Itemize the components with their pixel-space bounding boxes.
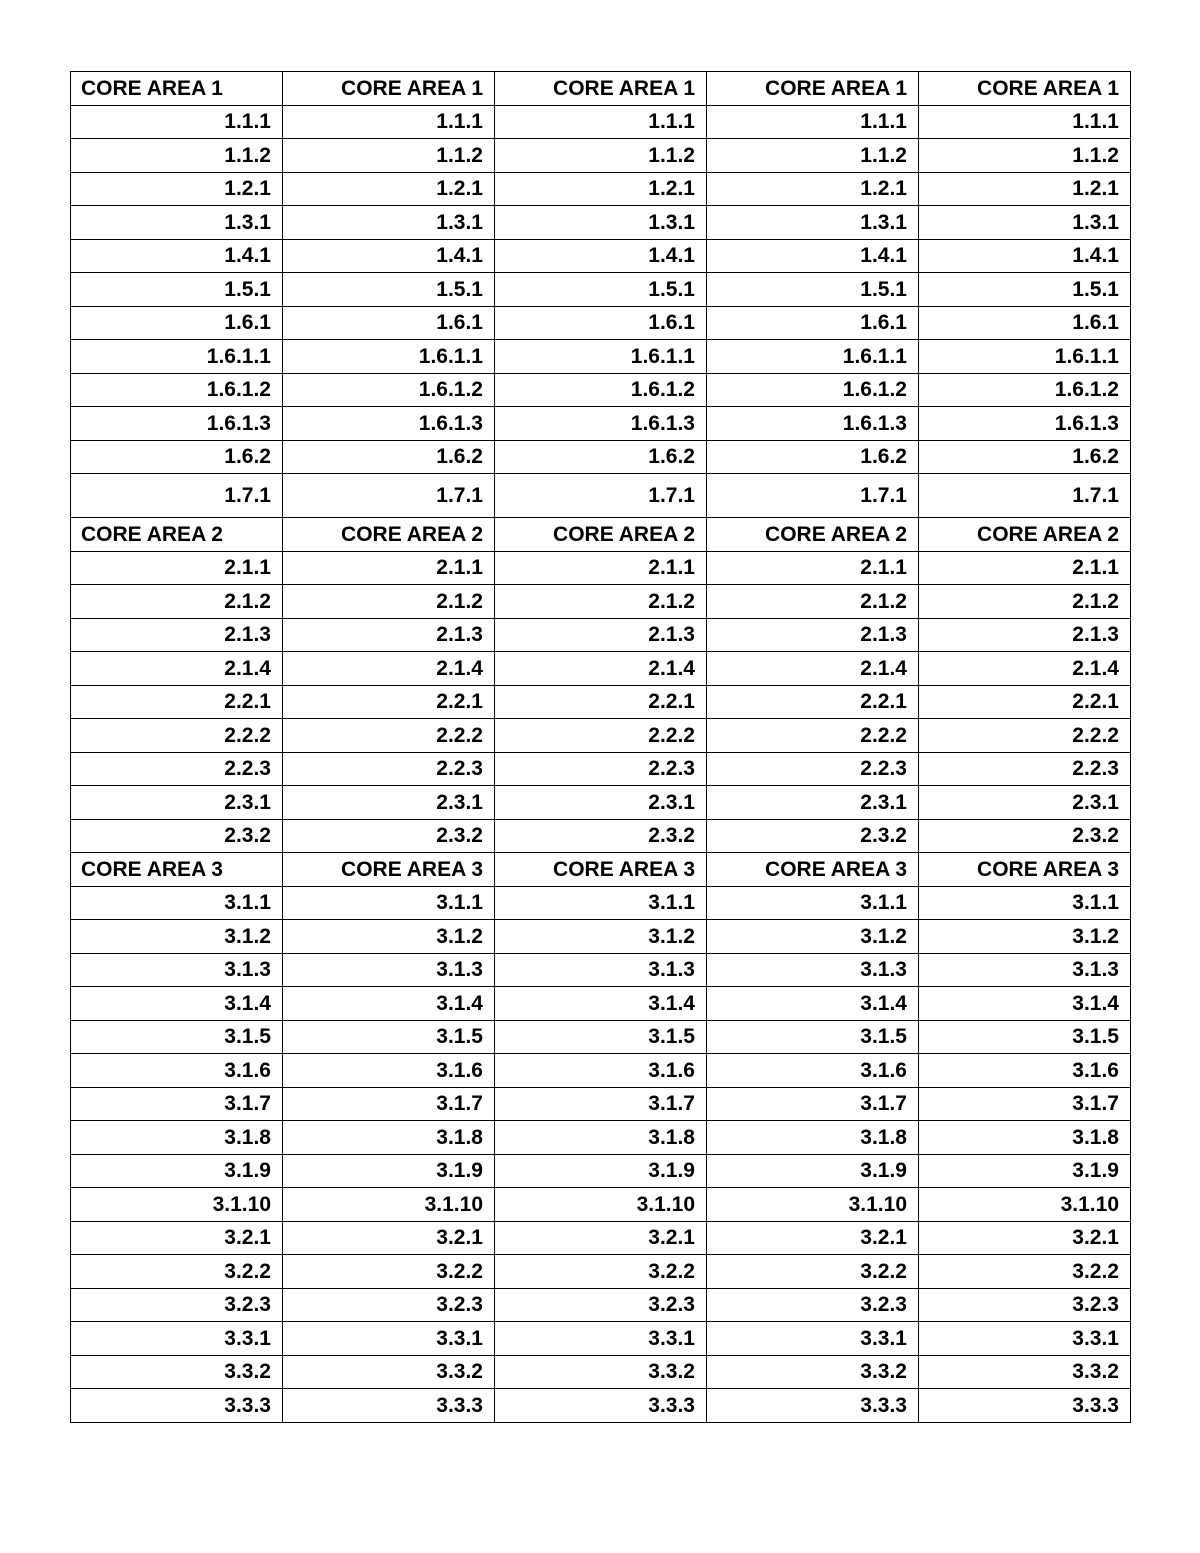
table-cell: 2.3.1 — [283, 786, 495, 820]
table-cell: 1.6.1.1 — [283, 340, 495, 374]
table-row — [71, 1087, 1131, 1121]
table-cell: 3.1.10 — [283, 1188, 495, 1222]
table-cell: 1.6.1.2 — [919, 373, 1131, 407]
table-cell: 3.1.1 — [495, 886, 707, 920]
table-row — [71, 440, 1131, 474]
section-header-row — [71, 853, 1131, 887]
table-cell: 1.1.1 — [707, 105, 919, 139]
table-cell: 2.1.3 — [707, 618, 919, 652]
table-cell: 2.3.1 — [495, 786, 707, 820]
table-cell: 1.6.1 — [71, 306, 283, 340]
table-cell: 1.4.1 — [495, 239, 707, 273]
table-cell: 3.1.6 — [283, 1054, 495, 1088]
table-cell: 2.2.2 — [707, 719, 919, 753]
table-cell: 2.1.4 — [707, 652, 919, 686]
table-cell: 3.1.3 — [919, 953, 1131, 987]
table-row — [71, 273, 1131, 307]
table-cell: 1.2.1 — [283, 172, 495, 206]
table-cell: 3.1.9 — [283, 1154, 495, 1188]
table-cell: 1.7.1 — [707, 474, 919, 518]
table-cell: 2.1.4 — [495, 652, 707, 686]
table-cell: 1.1.1 — [495, 105, 707, 139]
table-cell: 3.1.9 — [919, 1154, 1131, 1188]
table-cell: 3.1.1 — [707, 886, 919, 920]
table-cell: 3.1.4 — [495, 987, 707, 1021]
table-cell: 1.1.1 — [919, 105, 1131, 139]
table-row — [71, 886, 1131, 920]
table-cell: 3.1.5 — [495, 1020, 707, 1054]
table-cell: 1.6.2 — [495, 440, 707, 474]
section-header-cell: CORE AREA 1 — [707, 72, 919, 106]
table-cell: 2.2.1 — [919, 685, 1131, 719]
table-row — [71, 1322, 1131, 1356]
table-cell: 2.3.2 — [495, 819, 707, 853]
section-header-row — [71, 72, 1131, 106]
table-cell: 1.6.1.2 — [283, 373, 495, 407]
table-cell: 3.1.4 — [71, 987, 283, 1021]
table-row — [71, 1188, 1131, 1222]
table-cell: 1.3.1 — [919, 206, 1131, 240]
table-row — [71, 786, 1131, 820]
table-cell: 3.1.6 — [919, 1054, 1131, 1088]
table-cell: 1.3.1 — [495, 206, 707, 240]
table-cell: 1.4.1 — [283, 239, 495, 273]
table-cell: 3.3.3 — [495, 1389, 707, 1423]
table-cell: 3.2.1 — [495, 1221, 707, 1255]
table-cell: 2.1.1 — [919, 551, 1131, 585]
table-cell: 3.2.2 — [495, 1255, 707, 1289]
table-cell: 3.1.4 — [283, 987, 495, 1021]
section-header-cell: CORE AREA 1 — [283, 72, 495, 106]
table-cell: 3.1.5 — [707, 1020, 919, 1054]
table-cell: 3.1.7 — [283, 1087, 495, 1121]
table-cell: 3.1.9 — [707, 1154, 919, 1188]
table-cell: 3.3.3 — [919, 1389, 1131, 1423]
table-cell: 2.1.2 — [919, 585, 1131, 619]
table-cell: 3.2.1 — [707, 1221, 919, 1255]
table-cell: 1.6.1.1 — [495, 340, 707, 374]
table-cell: 3.3.2 — [283, 1355, 495, 1389]
table-cell: 3.1.7 — [707, 1087, 919, 1121]
table-cell: 3.1.3 — [71, 953, 283, 987]
section-header-cell: CORE AREA 2 — [707, 518, 919, 552]
table-cell: 2.1.3 — [71, 618, 283, 652]
table-cell: 2.3.2 — [707, 819, 919, 853]
table-cell: 1.6.2 — [707, 440, 919, 474]
table-row — [71, 1288, 1131, 1322]
table-row — [71, 685, 1131, 719]
table-cell: 1.3.1 — [707, 206, 919, 240]
table-cell: 2.2.2 — [71, 719, 283, 753]
table-row — [71, 920, 1131, 954]
section-header-cell: CORE AREA 3 — [707, 853, 919, 887]
table-cell: 2.1.1 — [283, 551, 495, 585]
table-cell: 3.1.9 — [71, 1154, 283, 1188]
table-cell: 3.1.8 — [707, 1121, 919, 1155]
section-header-cell: CORE AREA 1 — [495, 72, 707, 106]
table-cell: 3.2.2 — [919, 1255, 1131, 1289]
table-cell: 2.2.1 — [283, 685, 495, 719]
table-cell: 1.2.1 — [919, 172, 1131, 206]
table-cell: 3.3.3 — [707, 1389, 919, 1423]
table-cell: 3.3.2 — [707, 1355, 919, 1389]
table-cell: 1.3.1 — [71, 206, 283, 240]
table-cell: 3.1.8 — [71, 1121, 283, 1155]
table-cell: 1.6.1.2 — [71, 373, 283, 407]
table-cell: 1.1.2 — [283, 139, 495, 173]
table-cell: 3.2.3 — [707, 1288, 919, 1322]
table-cell: 1.6.1.3 — [495, 407, 707, 441]
table-cell: 1.1.2 — [495, 139, 707, 173]
table-cell: 2.1.1 — [71, 551, 283, 585]
table-cell: 1.1.1 — [71, 105, 283, 139]
table-cell: 3.3.2 — [71, 1355, 283, 1389]
table-cell: 3.1.3 — [495, 953, 707, 987]
core-area-table-body — [71, 72, 1131, 1423]
table-cell: 2.2.1 — [707, 685, 919, 719]
table-cell: 2.1.3 — [919, 618, 1131, 652]
table-cell: 3.2.3 — [495, 1288, 707, 1322]
table-cell: 2.2.3 — [71, 752, 283, 786]
table-cell: 3.1.6 — [71, 1054, 283, 1088]
section-header-cell: CORE AREA 2 — [919, 518, 1131, 552]
table-cell: 1.4.1 — [707, 239, 919, 273]
table-cell: 1.5.1 — [707, 273, 919, 307]
table-cell: 3.1.2 — [707, 920, 919, 954]
table-cell: 1.2.1 — [71, 172, 283, 206]
table-cell: 3.1.10 — [495, 1188, 707, 1222]
table-cell: 2.3.1 — [707, 786, 919, 820]
table-cell: 1.3.1 — [283, 206, 495, 240]
table-cell: 2.3.1 — [919, 786, 1131, 820]
table-cell: 2.1.2 — [283, 585, 495, 619]
table-cell: 3.2.1 — [919, 1221, 1131, 1255]
table-cell: 1.6.1.2 — [495, 373, 707, 407]
table-cell: 3.1.5 — [919, 1020, 1131, 1054]
table-cell: 3.1.1 — [71, 886, 283, 920]
table-row — [71, 1221, 1131, 1255]
table-cell: 3.1.8 — [495, 1121, 707, 1155]
table-cell: 3.1.6 — [707, 1054, 919, 1088]
table-cell: 3.2.2 — [707, 1255, 919, 1289]
table-cell: 2.1.2 — [707, 585, 919, 619]
table-cell: 1.6.1.3 — [71, 407, 283, 441]
table-cell: 3.1.10 — [919, 1188, 1131, 1222]
section-header-cell: CORE AREA 3 — [495, 853, 707, 887]
table-row — [71, 206, 1131, 240]
table-cell: 2.3.1 — [71, 786, 283, 820]
section-header-cell: CORE AREA 2 — [283, 518, 495, 552]
table-cell: 2.2.3 — [283, 752, 495, 786]
table-cell: 2.1.4 — [919, 652, 1131, 686]
table-row — [71, 618, 1131, 652]
table-cell: 3.1.2 — [71, 920, 283, 954]
table-cell: 3.1.9 — [495, 1154, 707, 1188]
table-row — [71, 1389, 1131, 1423]
table-cell: 2.2.1 — [495, 685, 707, 719]
table-cell: 3.1.10 — [71, 1188, 283, 1222]
table-row — [71, 139, 1131, 173]
table-cell: 1.6.1.3 — [707, 407, 919, 441]
table-cell: 3.3.3 — [283, 1389, 495, 1423]
table-cell: 1.2.1 — [495, 172, 707, 206]
table-cell: 1.6.1 — [707, 306, 919, 340]
table-row — [71, 239, 1131, 273]
section-header-cell: CORE AREA 3 — [283, 853, 495, 887]
table-cell: 3.3.1 — [283, 1322, 495, 1356]
table-cell: 3.2.3 — [283, 1288, 495, 1322]
table-cell: 3.3.1 — [919, 1322, 1131, 1356]
section-header-cell: CORE AREA 1 — [919, 72, 1131, 106]
table-cell: 3.1.3 — [707, 953, 919, 987]
table-cell: 3.2.3 — [71, 1288, 283, 1322]
table-cell: 2.2.2 — [919, 719, 1131, 753]
table-cell: 2.1.3 — [495, 618, 707, 652]
table-row — [71, 752, 1131, 786]
table-cell: 3.1.4 — [707, 987, 919, 1021]
table-cell: 2.2.3 — [495, 752, 707, 786]
table-row — [71, 719, 1131, 753]
section-header-cell: CORE AREA 1 — [71, 72, 283, 106]
table-cell: 2.1.4 — [71, 652, 283, 686]
table-cell: 1.6.1.3 — [919, 407, 1131, 441]
table-cell: 3.3.1 — [707, 1322, 919, 1356]
table-cell: 3.3.1 — [71, 1322, 283, 1356]
table-row — [71, 474, 1131, 518]
table-cell: 3.1.10 — [707, 1188, 919, 1222]
table-cell: 2.1.1 — [707, 551, 919, 585]
core-area-table — [70, 71, 1131, 1423]
section-header-cell: CORE AREA 2 — [71, 518, 283, 552]
table-cell: 3.1.7 — [495, 1087, 707, 1121]
table-cell: 3.1.2 — [919, 920, 1131, 954]
table-cell: 1.5.1 — [283, 273, 495, 307]
table-cell: 1.5.1 — [919, 273, 1131, 307]
table-cell: 1.6.1 — [919, 306, 1131, 340]
table-cell: 3.1.5 — [71, 1020, 283, 1054]
table-cell: 3.1.7 — [919, 1087, 1131, 1121]
section-header-cell: CORE AREA 2 — [495, 518, 707, 552]
table-cell: 1.4.1 — [71, 239, 283, 273]
table-cell: 1.1.2 — [919, 139, 1131, 173]
table-cell: 1.6.1.1 — [707, 340, 919, 374]
table-cell: 3.3.3 — [71, 1389, 283, 1423]
table-cell: 3.1.7 — [71, 1087, 283, 1121]
table-row — [71, 340, 1131, 374]
table-row — [71, 585, 1131, 619]
table-cell: 1.7.1 — [283, 474, 495, 518]
table-cell: 3.3.2 — [919, 1355, 1131, 1389]
table-cell: 1.6.2 — [283, 440, 495, 474]
table-row — [71, 819, 1131, 853]
table-cell: 2.3.2 — [919, 819, 1131, 853]
table-row — [71, 105, 1131, 139]
table-cell: 2.3.2 — [283, 819, 495, 853]
table-cell: 2.3.2 — [71, 819, 283, 853]
table-cell: 1.6.1.2 — [707, 373, 919, 407]
table-cell: 2.1.2 — [495, 585, 707, 619]
table-row — [71, 551, 1131, 585]
table-cell: 2.2.3 — [707, 752, 919, 786]
table-cell: 2.2.2 — [283, 719, 495, 753]
table-row — [71, 1054, 1131, 1088]
table-row — [71, 1355, 1131, 1389]
table-row — [71, 373, 1131, 407]
table-row — [71, 1121, 1131, 1155]
table-row — [71, 306, 1131, 340]
table-cell: 2.1.3 — [283, 618, 495, 652]
table-cell: 3.2.3 — [919, 1288, 1131, 1322]
table-cell: 2.1.2 — [71, 585, 283, 619]
table-cell: 1.6.1.1 — [919, 340, 1131, 374]
table-cell: 1.6.1 — [283, 306, 495, 340]
table-cell: 1.5.1 — [495, 273, 707, 307]
table-cell: 3.1.8 — [919, 1121, 1131, 1155]
table-cell: 3.2.2 — [71, 1255, 283, 1289]
table-cell: 3.1.2 — [283, 920, 495, 954]
table-row — [71, 1255, 1131, 1289]
table-cell: 1.6.1.3 — [283, 407, 495, 441]
table-cell: 1.6.2 — [71, 440, 283, 474]
table-cell: 3.1.4 — [919, 987, 1131, 1021]
table-cell: 2.2.3 — [919, 752, 1131, 786]
table-cell: 3.2.1 — [71, 1221, 283, 1255]
table-cell: 1.6.1.1 — [71, 340, 283, 374]
table-cell: 3.2.1 — [283, 1221, 495, 1255]
table-cell: 1.4.1 — [919, 239, 1131, 273]
table-cell: 3.3.2 — [495, 1355, 707, 1389]
table-cell: 2.2.1 — [71, 685, 283, 719]
table-cell: 2.1.1 — [495, 551, 707, 585]
table-cell: 3.1.1 — [283, 886, 495, 920]
table-cell: 3.1.1 — [919, 886, 1131, 920]
table-cell: 3.1.2 — [495, 920, 707, 954]
table-row — [71, 1020, 1131, 1054]
table-cell: 3.1.6 — [495, 1054, 707, 1088]
table-cell: 3.1.3 — [283, 953, 495, 987]
table-cell: 2.2.2 — [495, 719, 707, 753]
table-cell: 3.1.8 — [283, 1121, 495, 1155]
table-row — [71, 1154, 1131, 1188]
section-header-cell: CORE AREA 3 — [71, 853, 283, 887]
table-cell: 3.3.1 — [495, 1322, 707, 1356]
table-cell: 1.5.1 — [71, 273, 283, 307]
table-row — [71, 652, 1131, 686]
table-cell: 1.7.1 — [71, 474, 283, 518]
table-cell: 1.1.1 — [283, 105, 495, 139]
table-cell: 1.1.2 — [71, 139, 283, 173]
table-cell: 3.1.5 — [283, 1020, 495, 1054]
section-header-row — [71, 518, 1131, 552]
table-cell: 3.2.2 — [283, 1255, 495, 1289]
table-row — [71, 953, 1131, 987]
table-row — [71, 407, 1131, 441]
table-cell: 2.1.4 — [283, 652, 495, 686]
table-cell: 1.6.1 — [495, 306, 707, 340]
table-row — [71, 172, 1131, 206]
section-header-cell: CORE AREA 3 — [919, 853, 1131, 887]
table-cell: 1.6.2 — [919, 440, 1131, 474]
table-row — [71, 987, 1131, 1021]
table-cell: 1.7.1 — [919, 474, 1131, 518]
table-cell: 1.1.2 — [707, 139, 919, 173]
table-cell: 1.7.1 — [495, 474, 707, 518]
table-cell: 1.2.1 — [707, 172, 919, 206]
